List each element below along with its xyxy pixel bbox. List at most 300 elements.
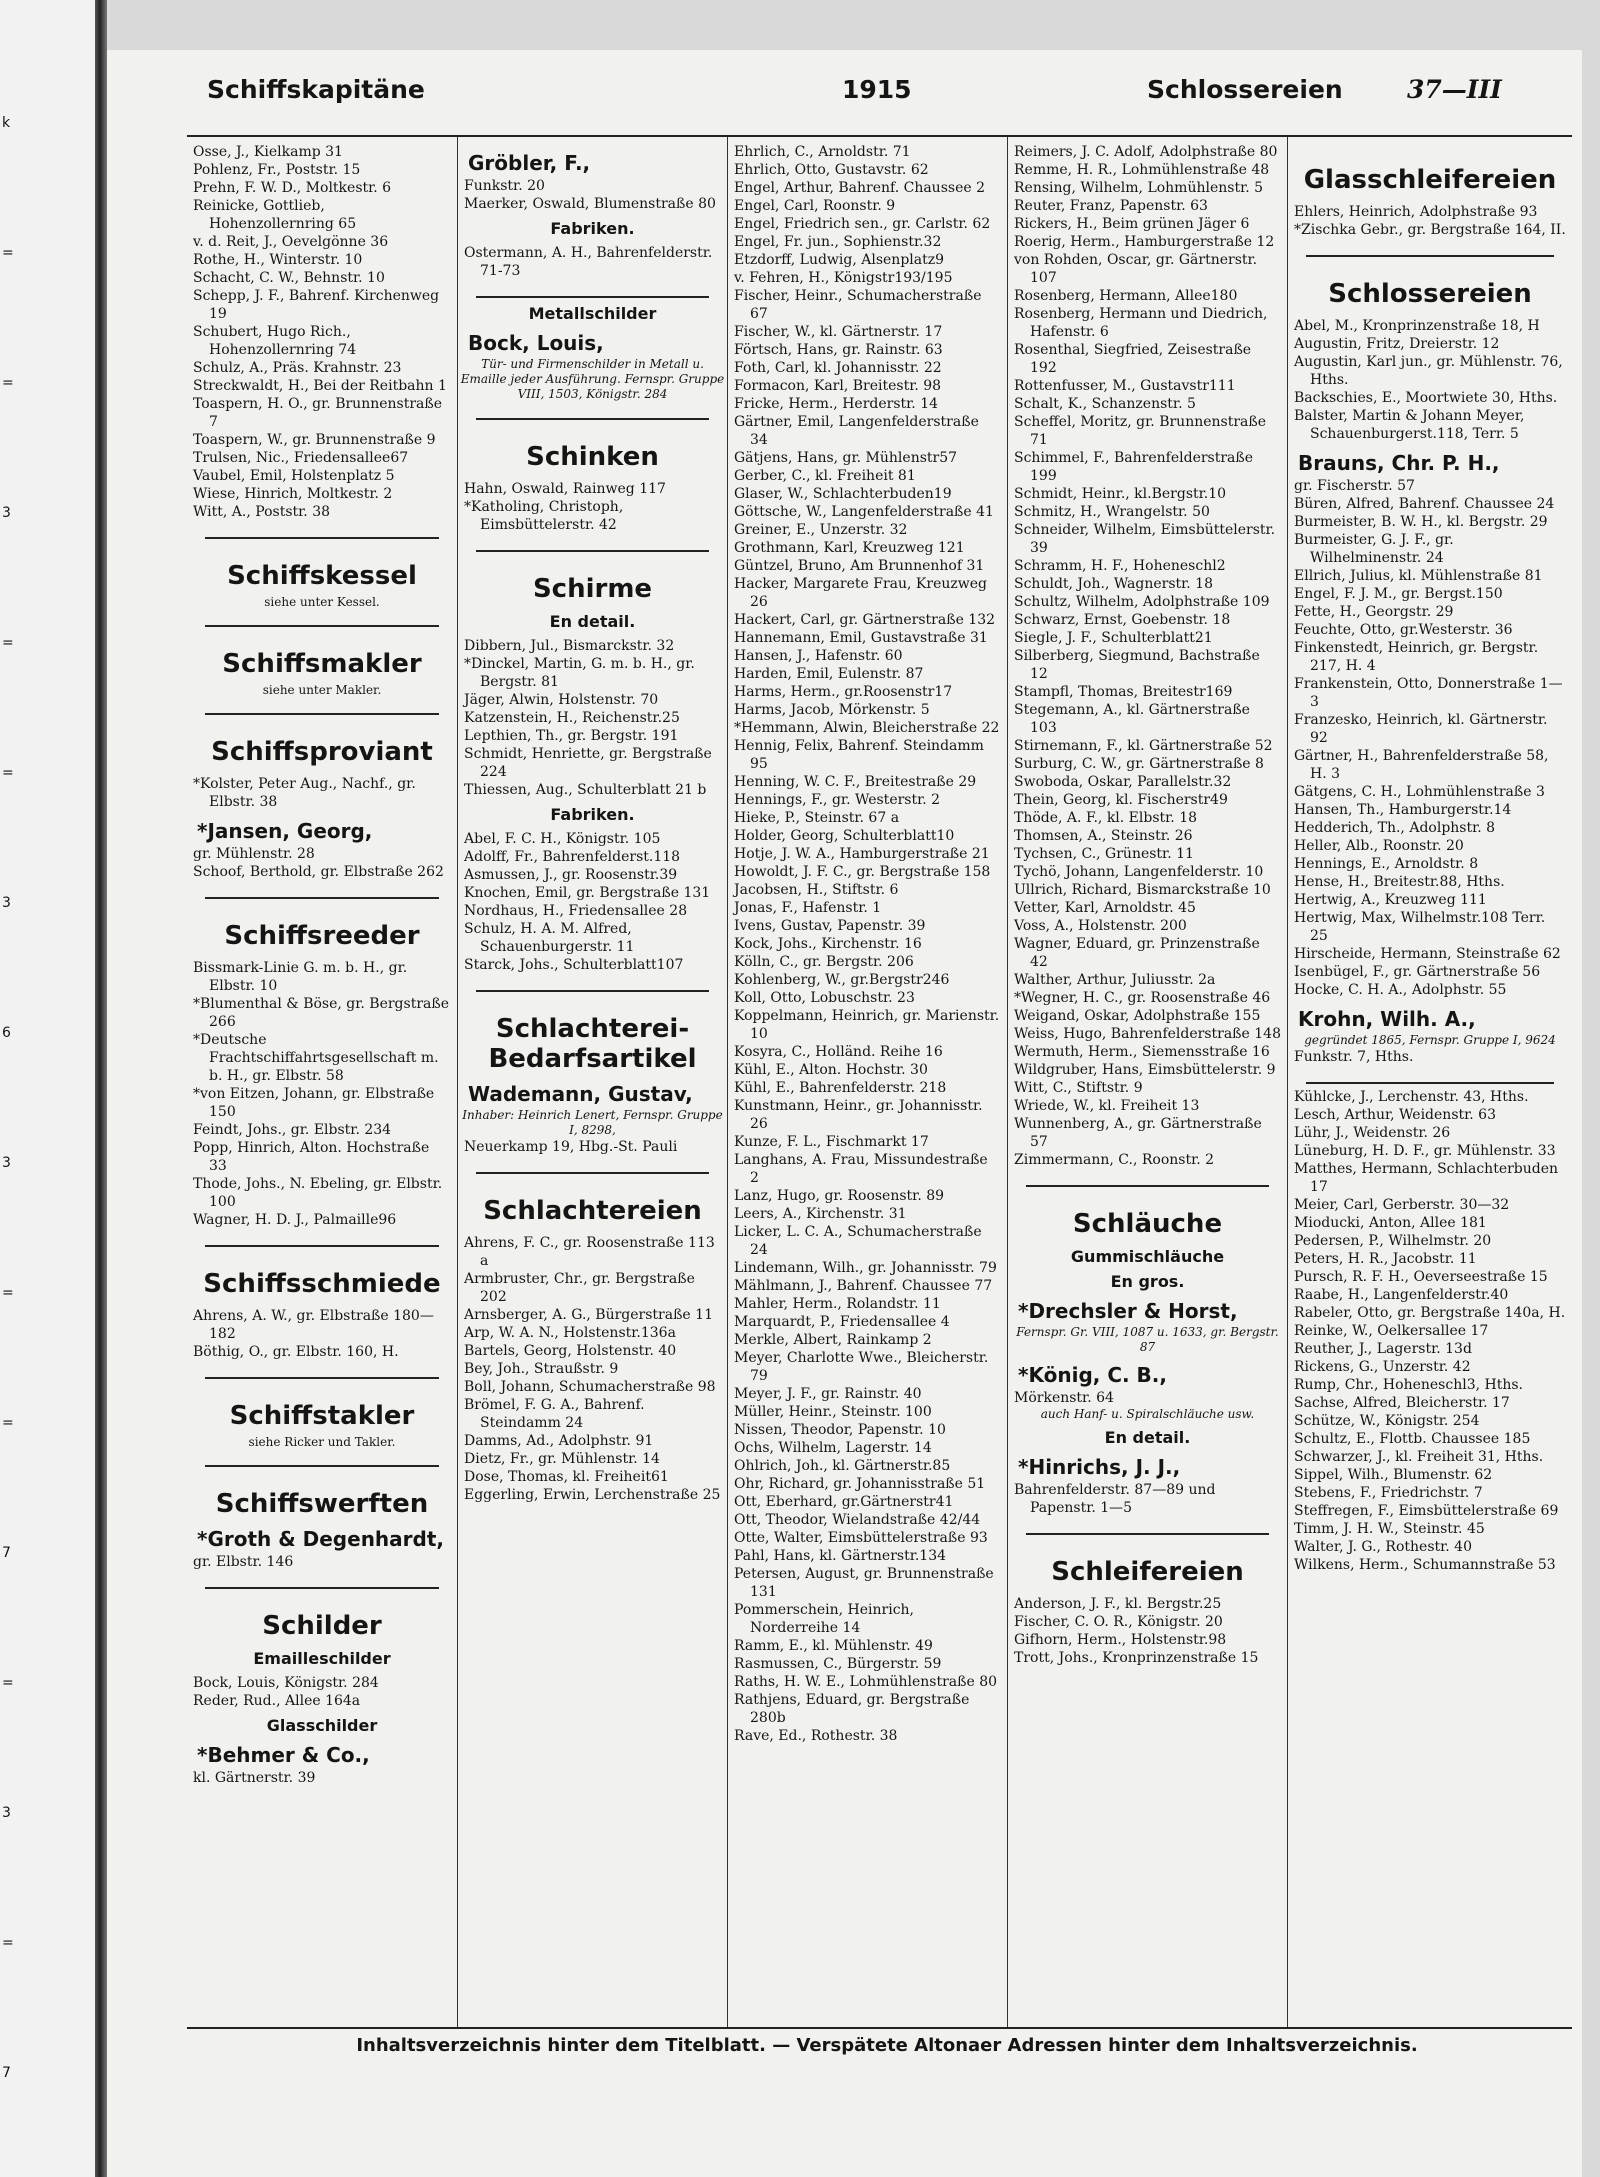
directory-entry: Schepp, J. F., Bahrenf. Kirchenweg 19 xyxy=(193,288,440,322)
directory-entry: Engel, Friedrich sen., gr. Carlstr. 62 xyxy=(734,216,991,232)
directory-entry: Rathjens, Eduard, gr. Bergstraße 280b xyxy=(734,1692,970,1726)
directory-entry: Tychö, Johann, Langenfelderstr. 10 xyxy=(1014,864,1264,880)
directory-entry: Balster, Martin & Johann Meyer, Schauenburgerst.118, Terr. 5 xyxy=(1294,408,1525,442)
directory-entry: *Dinckel, Martin, G. m. b. H., gr. Bergstr. 81 xyxy=(464,656,695,690)
directory-entry: Foth, Carl, kl. Johannisstr. 22 xyxy=(734,360,942,376)
section-heading: Schiffsproviant xyxy=(211,737,433,767)
directory-entry: Mahler, Herm., Rolandstr. 11 xyxy=(734,1296,941,1312)
directory-entry: *Katholing, Christoph, Eimsbüttelerstr. 42 xyxy=(464,499,624,533)
directory-entry: Matthes, Hermann, Schlachterbuden 17 xyxy=(1294,1161,1559,1195)
directory-entry: Franzesko, Heinrich, kl. Gärtnerstr. 92 xyxy=(1294,712,1548,746)
directory-entry: Schneider, Wilhelm, Eimsbüttelerstr. 39 xyxy=(1014,522,1276,556)
section-heading: Schiffsmakler xyxy=(222,649,422,679)
directory-entry: Lühr, J., Weidenstr. 26 xyxy=(1294,1125,1451,1141)
directory-entry: Güntzel, Bruno, Am Brunnenhof 31 xyxy=(734,558,985,574)
directory-entry: Ullrich, Richard, Bismarckstraße 10 xyxy=(1014,882,1271,898)
directory-entry: Witt, C., Stiftstr. 9 xyxy=(1014,1080,1143,1096)
directory-entry: Funkstr. 20 xyxy=(464,178,545,194)
directory-entry: Fischer, C. O. R., Königstr. 20 xyxy=(1014,1614,1223,1630)
directory-entry: Toaspern, W., gr. Brunnenstraße 9 xyxy=(193,432,436,448)
directory-entry: Tychsen, C., Grünestr. 11 xyxy=(1014,846,1194,862)
directory-entry: Merkle, Albert, Rainkamp 2 xyxy=(734,1332,932,1348)
directory-entry: Schmidt, Heinr., kl.Bergstr.10 xyxy=(1014,486,1227,502)
section-divider xyxy=(476,418,709,420)
section-heading: Schlachtereien xyxy=(483,1196,702,1226)
directory-entry: Peters, H. R., Jacobstr. 11 xyxy=(1294,1251,1477,1267)
directory-entry: Toaspern, H. O., gr. Brunnenstraße 7 xyxy=(193,396,443,430)
directory-entry: Wilkens, Herm., Schumannstraße 53 xyxy=(1294,1557,1556,1573)
directory-entry: Rickens, G., Unzerstr. 42 xyxy=(1294,1359,1471,1375)
directory-entry: Hertwig, A., Kreuzweg 111 xyxy=(1294,892,1487,908)
directory-entry: Schütze, W., Königstr. 254 xyxy=(1294,1413,1480,1429)
directory-entry: Hotje, J. W. A., Hamburgerstraße 21 xyxy=(734,846,990,862)
section-divider xyxy=(205,1465,439,1467)
directory-entry: Thein, Georg, kl. Fischerstr49 xyxy=(1014,792,1228,808)
directory-entry: Bock, Louis, Königstr. 284 xyxy=(193,1675,379,1691)
directory-entry: Schalt, K., Schanzenstr. 5 xyxy=(1014,396,1196,412)
directory-entry: Burmeister, G. J. F., gr. Wilhelminenstr. 24 xyxy=(1294,532,1454,566)
directory-entry: Hansen, J., Hafenstr. 60 xyxy=(734,648,903,664)
directory-entry: Armbruster, Chr., gr. Bergstraße 202 xyxy=(464,1271,695,1305)
directory-entry: Marquardt, P., Friedensallee 4 xyxy=(734,1314,950,1330)
directory-entry: Schulz, H. A. M. Alfred, Schauenburgerstr. 11 xyxy=(464,921,635,955)
cross-reference: siehe Ricker und Takler. xyxy=(248,1435,396,1449)
section-heading: Schlachterei-Bedarfsartikel xyxy=(488,1014,697,1074)
directory-entry: Hertwig, Max, Wilhelmstr.108 Terr. 25 xyxy=(1294,910,1546,944)
left-page-edge xyxy=(0,0,95,2177)
section-divider xyxy=(205,1377,439,1379)
directory-entry: Feindt, Johs., gr. Elbstr. 234 xyxy=(193,1122,392,1138)
left-page-fragment: 7 xyxy=(2,1545,11,1561)
left-page-fragment: = xyxy=(2,635,14,651)
left-page-fragment: = xyxy=(2,765,14,781)
directory-entry: Ramm, E., kl. Mühlenstr. 49 xyxy=(734,1638,933,1654)
subsection-heading: Gummischläuche xyxy=(1070,1247,1225,1266)
directory-entry: Koll, Otto, Lobuschstr. 23 xyxy=(734,990,915,1006)
directory-entry: Kühlcke, J., Lerchenstr. 43, Hths. xyxy=(1294,1089,1529,1105)
directory-entry: Rickers, H., Beim grünen Jäger 6 xyxy=(1014,216,1250,232)
book-gutter xyxy=(95,0,107,2177)
directory-entry: Thiessen, Aug., Schulterblatt 21 b xyxy=(464,782,707,798)
directory-entry: Stegemann, A., kl. Gärtnerstraße 103 xyxy=(1014,702,1250,736)
column-1 xyxy=(187,137,457,2027)
directory-entry: Mörkenstr. 64 xyxy=(1014,1390,1114,1406)
advertisement-name: *Behmer & Co., xyxy=(197,1743,370,1767)
subsection-heading: Glasschilder xyxy=(266,1716,378,1735)
directory-entry: Zimmermann, C., Roonstr. 2 xyxy=(1014,1152,1215,1168)
directory-entry: Kohlenberg, W., gr.Bergstr246 xyxy=(734,972,950,988)
directory-entry: Sippel, Wilh., Blumenstr. 62 xyxy=(1294,1467,1493,1483)
directory-entry: Vaubel, Emil, Holstenplatz 5 xyxy=(193,468,395,484)
section-heading: Schiffstakler xyxy=(229,1401,415,1431)
directory-entry: Anderson, J. F., kl. Bergstr.25 xyxy=(1014,1596,1222,1612)
directory-entry: Schulz, A., Präs. Krahnstr. 23 xyxy=(193,360,402,376)
directory-entry: Gifhorn, Herm., Holstenstr.98 xyxy=(1014,1632,1227,1648)
directory-entry: Trott, Johs., Kronprinzenstraße 15 xyxy=(1014,1650,1259,1666)
directory-entry: Jäger, Alwin, Holstenstr. 70 xyxy=(464,692,659,708)
advertisement-name: Krohn, Wilh. A., xyxy=(1298,1007,1476,1031)
directory-entry: Glaser, W., Schlachterbuden19 xyxy=(734,486,952,502)
directory-entry: Feuchte, Otto, gr.Westerstr. 36 xyxy=(1294,622,1513,638)
section-divider xyxy=(205,537,439,539)
left-page-fragment: k xyxy=(2,115,11,131)
directory-entry: Müller, Heinr., Steinstr. 100 xyxy=(734,1404,932,1420)
directory-entry: Rothe, H., Winterstr. 10 xyxy=(193,252,363,268)
section-divider xyxy=(205,1587,439,1589)
directory-entry: Katzenstein, H., Reichenstr.25 xyxy=(464,710,680,726)
advertisement-name: Brauns, Chr. P. H., xyxy=(1298,451,1500,475)
directory-entry: Ehrlich, C., Arnoldstr. 71 xyxy=(734,144,911,160)
directory-entry: Rave, Ed., Rothestr. 38 xyxy=(734,1728,898,1744)
directory-entry: Wermuth, Herm., Siemensstraße 16 xyxy=(1014,1044,1270,1060)
section-divider xyxy=(205,625,439,627)
directory-entry: Roerig, Herm., Hamburgerstraße 12 xyxy=(1014,234,1275,250)
directory-entry: Trulsen, Nic., Friedensallee67 xyxy=(193,450,409,466)
directory-entry: Schmidt, Henriette, gr. Bergstraße 224 xyxy=(464,746,712,780)
directory-entry: Schultz, E., Flottb. Chaussee 185 xyxy=(1294,1431,1531,1447)
directory-entry: Bey, Joh., Straußstr. 9 xyxy=(464,1361,619,1377)
directory-entry: Bissmark-Linie G. m. b. H., gr. Elbstr. 10 xyxy=(193,960,408,994)
directory-entry: Reuter, Franz, Papenstr. 63 xyxy=(1014,198,1208,214)
directory-entry: Fricke, Herm., Herderstr. 14 xyxy=(734,396,939,412)
page-header xyxy=(107,70,1582,115)
directory-entry: Finkenstedt, Heinrich, gr. Bergstr. 217, H. 4 xyxy=(1294,640,1539,674)
cross-reference: siehe unter Makler. xyxy=(262,683,382,697)
section-heading: Schleifereien xyxy=(1051,1557,1244,1587)
directory-entry: Lesch, Arthur, Weidenstr. 63 xyxy=(1294,1107,1496,1123)
directory-entry: Meyer, Charlotte Wwe., Bleicherstr. 79 xyxy=(734,1350,989,1384)
directory-entry: Engel, Arthur, Bahrenf. Chaussee 2 xyxy=(734,180,985,196)
directory-entry: Reimers, J. C. Adolf, Adolphstraße 80 xyxy=(1014,144,1278,160)
directory-entry: gr. Elbstr. 146 xyxy=(193,1554,294,1570)
directory-entry: Göttsche, W., Langenfelderstraße 41 xyxy=(734,504,994,520)
section-divider xyxy=(205,897,439,899)
advertisement-name: *Hinrichs, J. J., xyxy=(1018,1455,1181,1479)
directory-entry: Weiss, Hugo, Bahrenfelderstraße 148 xyxy=(1014,1026,1281,1042)
directory-entry: Isenbügel, F., gr. Gärtnerstraße 56 xyxy=(1294,964,1541,980)
advertisement-detail: Tür- und Firmenschilder in Metall u. Emaille jeder Ausführung. Fernspr. Gruppe VIII, 1503, Königstr. 284 xyxy=(460,357,725,401)
directory-entry: Henning, W. C. F., Breitestraße 29 xyxy=(734,774,977,790)
directory-entry: Ohr, Richard, gr. Johannisstraße 51 xyxy=(734,1476,986,1492)
header-right-keyword: Schlossereien xyxy=(1147,75,1343,104)
directory-entry: Ahrens, F. C., gr. Roosenstraße 113 a xyxy=(464,1235,715,1269)
directory-entry: Bartels, Georg, Holstenstr. 40 xyxy=(464,1343,677,1359)
directory-entry: Rensing, Wilhelm, Lohmühlenstr. 5 xyxy=(1014,180,1264,196)
section-divider xyxy=(205,713,439,715)
section-heading: Schläuche xyxy=(1072,1209,1223,1239)
subsection-heading: En detail. xyxy=(1104,1428,1191,1447)
column-5 xyxy=(1287,137,1572,2027)
directory-entry: Gärtner, H., Bahrenfelderstraße 58, H. 3 xyxy=(1294,748,1549,782)
directory-entry: Pedersen, P., Wilhelmstr. 20 xyxy=(1294,1233,1492,1249)
directory-entry: Leers, A., Kirchenstr. 31 xyxy=(734,1206,907,1222)
directory-entry: Hackert, Carl, gr. Gärtnerstraße 132 xyxy=(734,612,996,628)
directory-entry: Schwarz, Ernst, Goebenstr. 18 xyxy=(1014,612,1231,628)
directory-entry: Reinicke, Gottlieb, Hohenzollernring 65 xyxy=(193,198,357,232)
directory-entry: Kunstmann, Heinr., gr. Johannisstr. 26 xyxy=(734,1098,983,1132)
directory-entry: Thöde, A. F., kl. Elbstr. 18 xyxy=(1014,810,1198,826)
cross-reference: siehe unter Kessel. xyxy=(264,595,380,609)
directory-entry: Voss, A., Holstenstr. 200 xyxy=(1014,918,1187,934)
header-year: 1915 xyxy=(842,75,912,104)
directory-entry: Wunnenberg, A., gr. Gärtnerstraße 57 xyxy=(1014,1116,1262,1150)
directory-entry: Ehrlich, Otto, Gustavstr. 62 xyxy=(734,162,929,178)
advertisement-name: *Groth & Degenhardt, xyxy=(197,1527,445,1551)
directory-entry: Popp, Hinrich, Alton. Hochstraße 33 xyxy=(193,1140,430,1174)
directory-entry: Hocke, C. H. A., Adolphstr. 55 xyxy=(1294,982,1507,998)
directory-entry: Fette, H., Georgstr. 29 xyxy=(1294,604,1454,620)
left-page-fragment: = xyxy=(2,1935,14,1951)
directory-entry: gr. Mühlenstr. 28 xyxy=(193,846,315,862)
directory-entry: Ehlers, Heinrich, Adolphstraße 93 xyxy=(1294,204,1538,220)
directory-entry: Pommerschein, Heinrich, Norderreihe 14 xyxy=(734,1602,914,1636)
directory-entry: Rasmussen, C., Bürgerstr. 59 xyxy=(734,1656,942,1672)
directory-entry: Stampfl, Thomas, Breitestr169 xyxy=(1014,684,1233,700)
directory-entry: Abel, F. C. H., Königstr. 105 xyxy=(464,831,661,847)
directory-entry: Nordhaus, H., Friedensallee 28 xyxy=(464,903,688,919)
directory-entry: Hense, H., Breitestr.88, Hths. xyxy=(1294,874,1505,890)
left-page-fragment: = xyxy=(2,1285,14,1301)
advertisement-detail: Fernspr. Gr. VIII, 1087 u. 1633, gr. Bergstr. 87 xyxy=(1016,1325,1279,1354)
directory-entry: Rump, Chr., Hoheneschl3, Hths. xyxy=(1294,1377,1523,1393)
left-page-fragment: 7 xyxy=(2,2065,11,2081)
left-page-fragment: = xyxy=(2,375,14,391)
directory-entry: Ivens, Gustav, Papenstr. 39 xyxy=(734,918,926,934)
directory-entry: Rosenberg, Hermann und Diedrich, Hafenstr. 6 xyxy=(1014,306,1268,340)
directory-entry: Eggerling, Erwin, Lerchenstraße 25 xyxy=(464,1487,721,1503)
directory-entry: Meier, Carl, Gerberstr. 30—32 xyxy=(1294,1197,1510,1213)
directory-entry: Engel, Carl, Roonstr. 9 xyxy=(734,198,896,214)
section-heading: Schiffskessel xyxy=(227,561,417,591)
directory-entry: Kunze, F. L., Fischmarkt 17 xyxy=(734,1134,929,1150)
directory-entry: Bahrenfelderstr. 87—89 und Papenstr. 1—5 xyxy=(1014,1482,1216,1516)
page-number: 37—III xyxy=(1407,75,1502,104)
directory-entry: Asmussen, J., gr. Roosenstr.39 xyxy=(464,867,678,883)
directory-entry: Büren, Alfred, Bahrenf. Chaussee 24 xyxy=(1294,496,1555,512)
directory-entry: Wagner, H. D. J., Palmaille96 xyxy=(193,1212,397,1228)
directory-entry: kl. Gärtnerstr. 39 xyxy=(193,1770,316,1786)
directory-entry: Schwarzer, J., kl. Freiheit 31, Hths. xyxy=(1294,1449,1544,1465)
directory-entry: Otte, Walter, Eimsbüttelerstraße 93 xyxy=(734,1530,988,1546)
left-page-fragment: 3 xyxy=(2,1805,11,1821)
directory-entry: Mioducki, Anton, Allee 181 xyxy=(1294,1215,1487,1231)
directory-entry: Greiner, E., Unzerstr. 32 xyxy=(734,522,908,538)
directory-entry: v. d. Reit, J., Oevelgönne 36 xyxy=(193,234,389,250)
directory-entry: Mählmann, J., Bahrenf. Chaussee 77 xyxy=(734,1278,993,1294)
directory-entry: Damms, Ad., Adolphstr. 91 xyxy=(464,1433,654,1449)
directory-entry: Walter, J. G., Rothestr. 40 xyxy=(1294,1539,1473,1555)
subsection-heading: Metallschilder xyxy=(528,304,657,323)
section-divider xyxy=(476,550,709,552)
directory-entry: Vetter, Karl, Arnoldstr. 45 xyxy=(1014,900,1196,916)
directory-entry: Knochen, Emil, gr. Bergstraße 131 xyxy=(464,885,711,901)
directory-entry: Etzdorff, Ludwig, Alsenplatz9 xyxy=(734,252,945,268)
directory-entry: Ahrens, A. W., gr. Elbstraße 180—182 xyxy=(193,1308,434,1342)
section-heading: Schinken xyxy=(526,442,659,472)
directory-entry: Petersen, August, gr. Brunnenstraße 131 xyxy=(734,1566,994,1600)
directory-entry: Brömel, F. G. A., Bahrenf. Steindamm 24 xyxy=(464,1397,645,1431)
directory-entry: Schubert, Hugo Rich., Hohenzollernring 74 xyxy=(193,324,357,358)
directory-entry: Thomsen, A., Steinstr. 26 xyxy=(1014,828,1193,844)
directory-entry: Surburg, C. W., gr. Gärtnerstraße 8 xyxy=(1014,756,1264,772)
directory-entry: Stirnemann, F., kl. Gärtnerstraße 52 xyxy=(1014,738,1273,754)
directory-entry: Meyer, J. F., gr. Rainstr. 40 xyxy=(734,1386,922,1402)
directory-entry: Koppelmann, Heinrich, gr. Marienstr. 10 xyxy=(734,1008,1000,1042)
directory-entry: Ellrich, Julius, kl. Mühlenstraße 81 xyxy=(1294,568,1543,584)
directory-entry: Hansen, Th., Hamburgerstr.14 xyxy=(1294,802,1512,818)
directory-entry: Streckwaldt, H., Bei der Reitbahn 1 xyxy=(193,378,447,394)
directory-entry: Gätgens, C. H., Lohmühlenstraße 3 xyxy=(1294,784,1545,800)
directory-entry: Augustin, Fritz, Dreierstr. 12 xyxy=(1294,336,1500,352)
directory-entry: Grothmann, Karl, Kreuzweg 121 xyxy=(734,540,965,556)
directory-entry: Engel, F. J. M., gr. Bergst.150 xyxy=(1294,586,1503,602)
column-2 xyxy=(457,137,727,2027)
left-page-fragment: 3 xyxy=(2,505,11,521)
advertisement-name: Bock, Louis, xyxy=(468,331,604,355)
directory-entry: Förtsch, Hans, gr. Rainstr. 63 xyxy=(734,342,943,358)
directory-entry: Boll, Johann, Schumacherstraße 98 xyxy=(464,1379,716,1395)
section-heading: Schirme xyxy=(532,574,653,604)
section-divider xyxy=(476,990,709,992)
directory-entry: Wildgruber, Hans, Eimsbüttelerstr. 9 xyxy=(1014,1062,1276,1078)
directory-entry: Neuerkamp 19, Hbg.-St. Pauli xyxy=(464,1139,678,1155)
directory-entry: Rottenfusser, M., Gustavstr111 xyxy=(1014,378,1236,394)
subsection-heading: Fabriken. xyxy=(550,805,635,824)
section-divider xyxy=(476,296,709,298)
directory-columns xyxy=(187,135,1572,2029)
directory-entry: Starck, Johs., Schulterblatt107 xyxy=(464,957,684,973)
directory-entry: Rabeler, Otto, gr. Bergstraße 140a, H. xyxy=(1294,1305,1566,1321)
advertisement-name: Gröbler, F., xyxy=(468,151,591,175)
directory-entry: *Zischka Gebr., gr. Bergstraße 164, II. xyxy=(1294,222,1566,238)
directory-entry: Kosyra, C., Holländ. Reihe 16 xyxy=(734,1044,943,1060)
directory-entry: *Wegner, H. C., gr. Roosenstraße 46 xyxy=(1014,990,1271,1006)
directory-entry: Weigand, Oskar, Adolphstraße 155 xyxy=(1014,1008,1261,1024)
directory-entry: Dietz, Fr., gr. Mühlenstr. 14 xyxy=(464,1451,660,1467)
subsection-heading: En detail. xyxy=(549,612,636,631)
directory-entry: Hannemann, Emil, Gustavstraße 31 xyxy=(734,630,988,646)
directory-entry: Kock, Johs., Kirchenstr. 16 xyxy=(734,936,922,952)
directory-entry: gr. Fischerstr. 57 xyxy=(1294,478,1415,494)
column-4 xyxy=(1007,137,1287,2027)
column-3 xyxy=(727,137,1007,2027)
subsection-heading: En gros. xyxy=(1110,1272,1185,1291)
directory-entry: von Rohden, Oscar, gr. Gärtnerstr. 107 xyxy=(1014,252,1258,286)
directory-entry: Prehn, F. W. D., Moltkestr. 6 xyxy=(193,180,392,196)
directory-entry: Fischer, W., kl. Gärtnerstr. 17 xyxy=(734,324,943,340)
directory-entry: Maerker, Oswald, Blumenstraße 80 xyxy=(464,196,716,212)
section-heading: Schilder xyxy=(262,1611,382,1641)
directory-entry: Arp, W. A. N., Holstenstr.136a xyxy=(464,1325,676,1341)
directory-entry: Engel, Fr. jun., Sophienstr.32 xyxy=(734,234,942,250)
directory-page xyxy=(107,50,1582,2177)
section-divider xyxy=(476,1172,709,1174)
directory-entry: Ohlrich, Joh., kl. Gärtnerstr.85 xyxy=(734,1458,951,1474)
directory-entry: *Kolster, Peter Aug., Nachf., gr. Elbstr. 38 xyxy=(193,776,416,810)
directory-entry: Heller, Alb., Roonstr. 20 xyxy=(1294,838,1464,854)
directory-entry: Ott, Theodor, Wielandstraße 42/44 xyxy=(734,1512,981,1528)
advertisement-detail: Inhaber: Heinrich Lenert, Fernspr. Gruppe I, 8298, xyxy=(462,1108,723,1137)
directory-entry: Dose, Thomas, kl. Freiheit61 xyxy=(464,1469,669,1485)
directory-entry: Jonas, F., Hafenstr. 1 xyxy=(734,900,882,916)
directory-entry: Lindemann, Wilh., gr. Johannisstr. 79 xyxy=(734,1260,997,1276)
directory-entry: Reuther, J., Lagerstr. 13d xyxy=(1294,1341,1472,1357)
advertisement-name: *Jansen, Georg, xyxy=(197,819,373,843)
directory-entry: Backschies, E., Moortwiete 30, Hths. xyxy=(1294,390,1558,406)
section-divider xyxy=(1306,255,1554,257)
directory-entry: Howoldt, J. F. C., gr. Bergstraße 158 xyxy=(734,864,991,880)
directory-entry: Timm, J. H. W., Steinstr. 45 xyxy=(1294,1521,1485,1537)
left-page-fragment: 3 xyxy=(2,895,11,911)
directory-entry: Lanz, Hugo, gr. Roosenstr. 89 xyxy=(734,1188,945,1204)
directory-entry: Kölln, C., gr. Bergstr. 206 xyxy=(734,954,914,970)
directory-entry: Harms, Herm., gr.Roosenstr17 xyxy=(734,684,953,700)
directory-entry: Licker, L. C. A., Schumacherstraße 24 xyxy=(734,1224,982,1258)
directory-entry: Hirscheide, Hermann, Steinstraße 62 xyxy=(1294,946,1561,962)
advertisement-detail: gegründet 1865, Fernspr. Gruppe I, 9624 xyxy=(1304,1033,1556,1047)
header-left-keyword: Schiffskapitäne xyxy=(207,75,425,104)
left-page-fragment: = xyxy=(2,1675,14,1691)
directory-entry: Siegle, J. F., Schulterblatt21 xyxy=(1014,630,1213,646)
section-heading: Schiffsschmiede xyxy=(203,1269,441,1299)
directory-entry: Wagner, Eduard, gr. Prinzenstraße 42 xyxy=(1014,936,1260,970)
subsection-heading: Emailleschilder xyxy=(253,1649,391,1668)
directory-entry: Scheffel, Moritz, gr. Brunnenstraße 71 xyxy=(1014,414,1267,448)
directory-entry: Gerber, C., kl. Freiheit 81 xyxy=(734,468,916,484)
directory-entry: Kühl, E., Alton. Hochstr. 30 xyxy=(734,1062,928,1078)
section-heading: Schiffsreeder xyxy=(224,921,420,951)
directory-entry: Schacht, C. W., Behnstr. 10 xyxy=(193,270,385,286)
directory-entry: Schuldt, Joh., Wagnerstr. 18 xyxy=(1014,576,1213,592)
directory-entry: Raths, H. W. E., Lohmühlenstraße 80 xyxy=(734,1674,998,1690)
directory-entry: Formacon, Karl, Breitestr. 98 xyxy=(734,378,942,394)
section-divider xyxy=(1026,1185,1269,1187)
directory-entry: Pahl, Hans, kl. Gärtnerstr.134 xyxy=(734,1548,947,1564)
subsection-heading: Fabriken. xyxy=(550,219,635,238)
section-divider xyxy=(1026,1533,1269,1535)
directory-entry: Wiese, Hinrich, Moltkestr. 2 xyxy=(193,486,393,502)
advertisement-detail: auch Hanf- u. Spiralschläuche usw. xyxy=(1040,1407,1255,1421)
directory-entry: Kühl, E., Bahrenfelderstr. 218 xyxy=(734,1080,947,1096)
directory-entry: Böthig, O., gr. Elbstr. 160, H. xyxy=(193,1344,399,1360)
directory-entry: Hahn, Oswald, Rainweg 117 xyxy=(464,481,666,497)
directory-entry: Stebens, F., Friedrichstr. 7 xyxy=(1294,1485,1483,1501)
page-footer: Inhaltsverzeichnis hinter dem Titelblatt. — Verspätete Altonaer Adressen hinter dem Inhaltsverzeichnis. xyxy=(356,2035,1418,2056)
directory-entry: Ochs, Wilhelm, Lagerstr. 14 xyxy=(734,1440,932,1456)
directory-entry: Reinke, W., Oelkersallee 17 xyxy=(1294,1323,1489,1339)
directory-entry: Hacker, Margarete Frau, Kreuzweg 26 xyxy=(734,576,987,610)
advertisement-name: Wademann, Gustav, xyxy=(468,1082,693,1106)
section-divider xyxy=(1306,1082,1554,1084)
left-page-fragment: = xyxy=(2,1415,14,1431)
directory-entry: Swoboda, Oskar, Parallelstr.32 xyxy=(1014,774,1232,790)
directory-entry: Hieke, P., Steinstr. 67 a xyxy=(734,810,900,826)
directory-entry: Lepthien, Th., gr. Bergstr. 191 xyxy=(464,728,679,744)
directory-entry: Steffregen, F., Eimsbüttelerstraße 69 xyxy=(1294,1503,1559,1519)
directory-entry: Adolff, Fr., Bahrenfelderst.118 xyxy=(464,849,681,865)
directory-entry: Schoof, Berthold, gr. Elbstraße 262 xyxy=(193,864,444,880)
directory-entry: Gätjens, Hans, gr. Mühlenstr57 xyxy=(734,450,958,466)
directory-entry: *Hemmann, Alwin, Bleicherstraße 22 xyxy=(734,720,1000,736)
directory-entry: Augustin, Karl jun., gr. Mühlenstr. 76, Hths. xyxy=(1294,354,1563,388)
directory-entry: Rosenberg, Hermann, Allee180 xyxy=(1014,288,1238,304)
directory-entry: Reder, Rud., Allee 164a xyxy=(193,1693,361,1709)
directory-entry: Osse, J., Kielkamp 31 xyxy=(193,144,343,160)
directory-entry: Jacobsen, H., Stiftstr. 6 xyxy=(734,882,899,898)
directory-entry: *Blumenthal & Böse, gr. Bergstraße 266 xyxy=(193,996,450,1030)
directory-entry: Gärtner, Emil, Langenfelderstraße 34 xyxy=(734,414,979,448)
directory-entry: Hennings, F., gr. Westerstr. 2 xyxy=(734,792,941,808)
